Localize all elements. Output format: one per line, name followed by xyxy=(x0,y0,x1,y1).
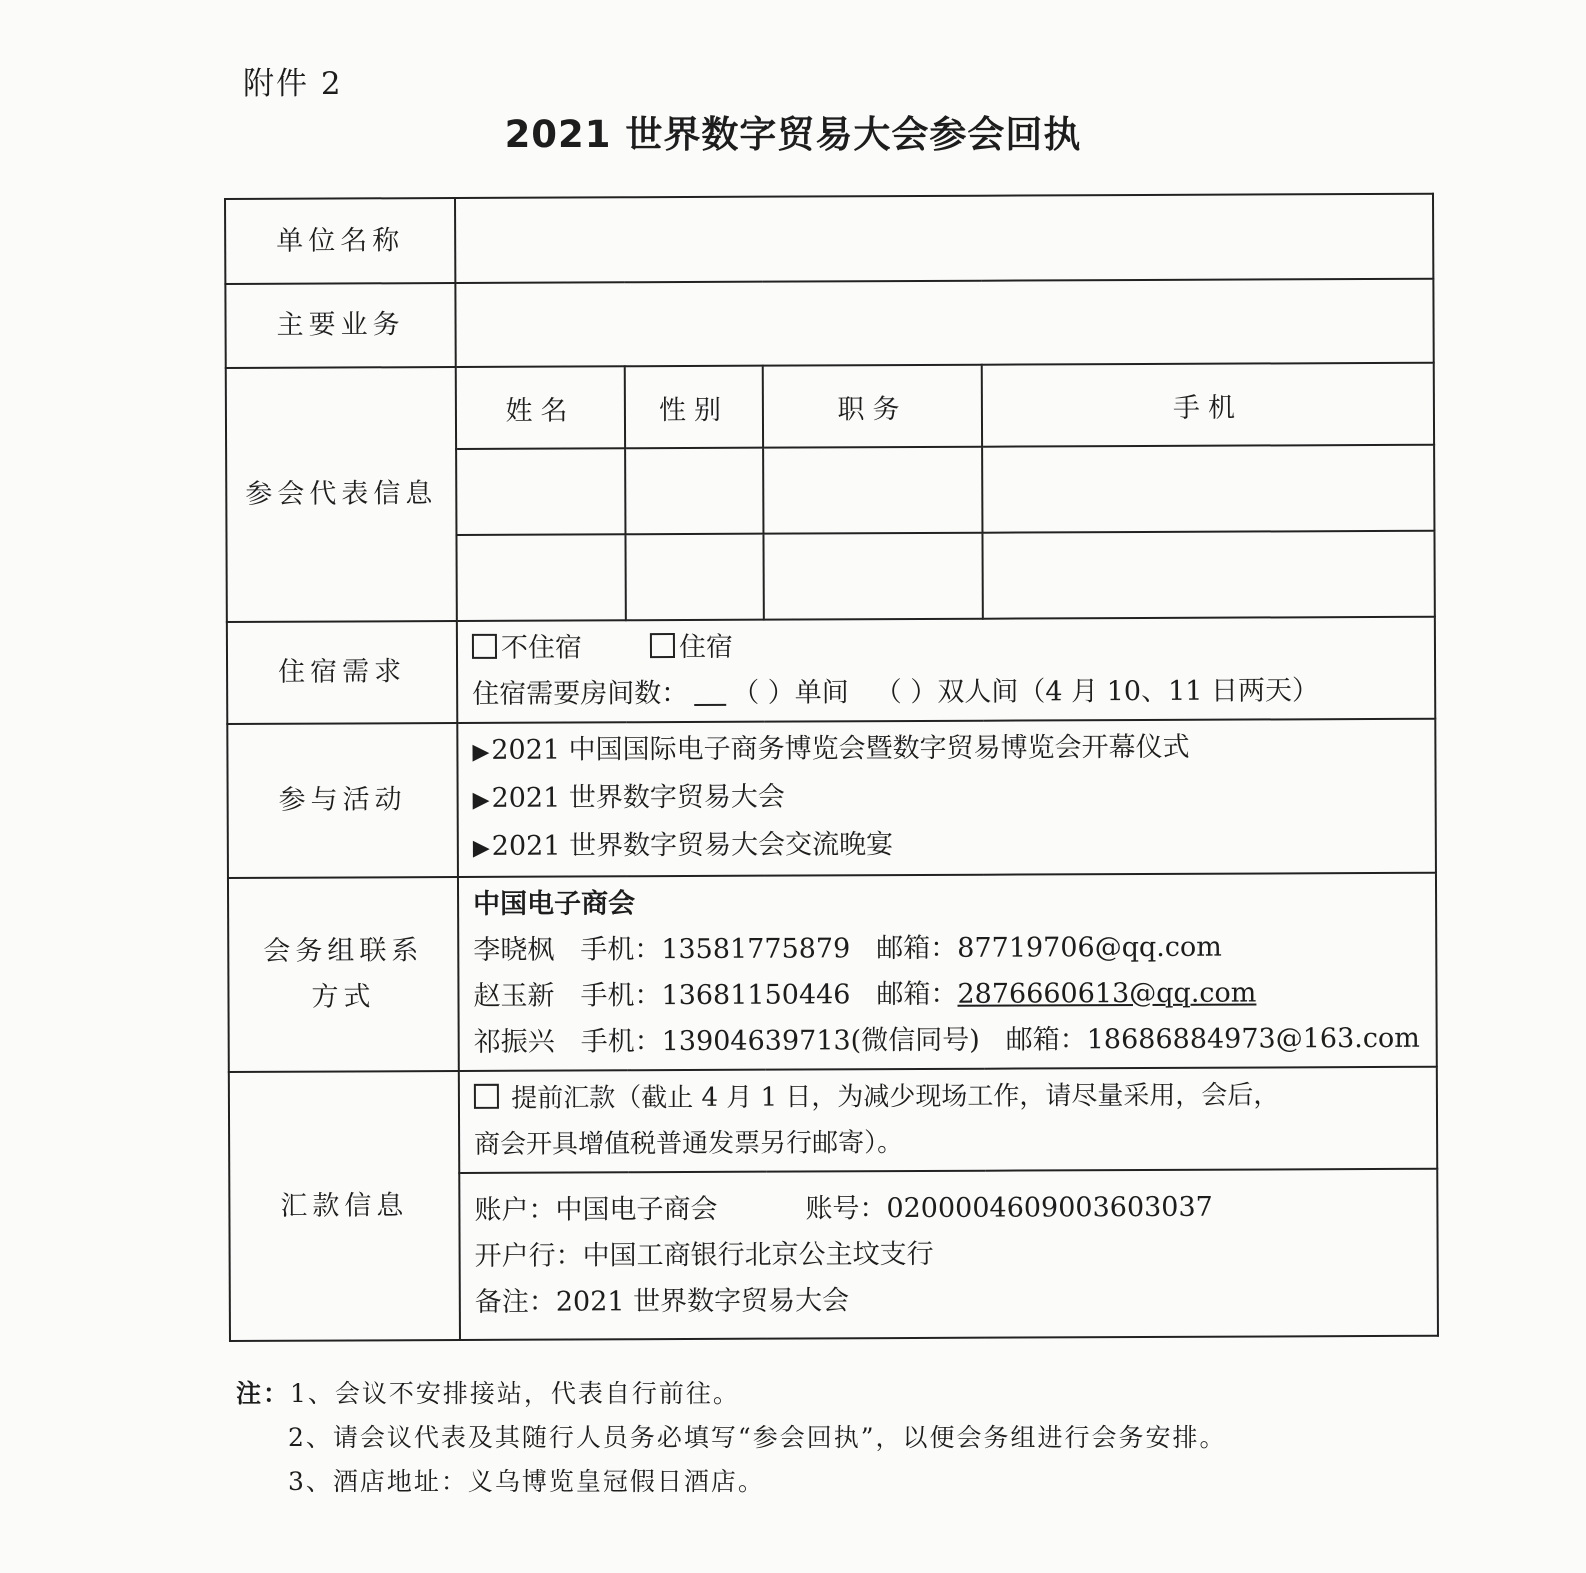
double-room-option: （ ）双人间（4 月 10、11 日两天） xyxy=(874,675,1320,709)
accommodation-cell xyxy=(457,617,1435,723)
unit-name-label: 单位名称 xyxy=(225,198,455,284)
note-item: 2、请会议代表及其随行人员务必填写“参会回执”，以便会务组进行会务安排。 xyxy=(288,1423,1227,1452)
rep-gender-field[interactable] xyxy=(625,534,763,621)
rep-position-field[interactable] xyxy=(763,447,982,534)
rep-mobile-field[interactable] xyxy=(982,531,1434,619)
bank-name: 开户行：中国工商银行北京公主坟支行 xyxy=(474,1238,934,1272)
single-room-option: （ ）单间 xyxy=(732,677,849,709)
contact-label: 会务组联系 方式 xyxy=(228,877,459,1072)
contact-person: 李晓枫 手机：13581775879 邮箱：87719706@qq.com xyxy=(473,931,1222,966)
note-item: 3、酒店地址：义乌博览皇冠假日酒店。 xyxy=(288,1467,765,1496)
activities-label: 参与活动 xyxy=(227,723,458,878)
representatives-label: 参会代表信息 xyxy=(226,367,457,622)
account-number: 账号：0200004609003603037 xyxy=(805,1191,1213,1224)
activity-item: ▶2021 世界数字贸易大会交流晚宴 xyxy=(472,829,894,862)
notes-prefix: 注： xyxy=(236,1379,291,1408)
accommodation-label: 住宿需求 xyxy=(227,621,457,724)
notes xyxy=(236,1372,1226,1504)
attachment-label: 附件 2 xyxy=(243,66,343,102)
triangle-bullet-icon: ▶ xyxy=(472,835,490,861)
email-link[interactable]: 87719706@qq.com xyxy=(957,931,1222,964)
rep-gender-field[interactable] xyxy=(625,448,763,535)
activities-cell xyxy=(457,719,1436,877)
rooms-count-field[interactable] xyxy=(694,682,726,706)
main-business-field[interactable] xyxy=(455,279,1433,367)
payment-remark: 备注：2021 世界数字贸易大会 xyxy=(474,1284,850,1318)
activity-item: ▶2021 世界数字贸易大会 xyxy=(472,781,785,814)
contact-org: 中国电子商会 xyxy=(473,888,636,920)
col-gender-header: 性别 xyxy=(625,366,763,449)
advance-payment-checkbox[interactable] xyxy=(474,1084,499,1109)
rooms-prefix: 住宿需要房间数： xyxy=(472,677,689,710)
stay-label: 住宿 xyxy=(678,631,734,664)
page-title: 2021 世界数字贸易大会参会回执 xyxy=(504,113,1082,156)
email-link[interactable]: 18686884973@163.com xyxy=(1086,1022,1420,1056)
registration-form xyxy=(224,193,1439,1342)
payment-label: 汇款信息 xyxy=(229,1071,460,1341)
contact-cell xyxy=(458,873,1437,1071)
bank-info-cell xyxy=(459,1169,1438,1340)
stay-checkbox[interactable] xyxy=(650,633,675,658)
rep-mobile-field[interactable] xyxy=(982,445,1434,533)
activity-item: ▶2021 中国国际电子商务博览会暨数字贸易博览会开幕仪式 xyxy=(472,731,1190,766)
triangle-bullet-icon: ▶ xyxy=(472,739,490,765)
email-link[interactable]: 2876660613@qq.com xyxy=(957,977,1257,1010)
contact-person: 祁振兴 手机：13904639713(微信同号) 邮箱：18686884973@163.com xyxy=(473,1022,1420,1058)
no-stay-checkbox[interactable] xyxy=(472,634,497,659)
unit-name-field[interactable] xyxy=(455,194,1433,283)
contact-person: 赵玉新 手机：13681150446 邮箱：2876660613@qq.com xyxy=(473,977,1257,1012)
rep-name-field[interactable] xyxy=(456,534,625,621)
col-position-header: 职务 xyxy=(763,365,982,448)
account-name: 账户：中国电子商会 xyxy=(474,1193,718,1226)
rep-name-field[interactable] xyxy=(456,448,625,535)
no-stay-label: 不住宿 xyxy=(500,632,583,664)
triangle-bullet-icon: ▶ xyxy=(472,787,490,813)
rep-position-field[interactable] xyxy=(763,533,982,620)
note-item: 1、会议不安排接站，代表自行前往。 xyxy=(290,1379,740,1408)
col-name-header: 姓名 xyxy=(456,366,625,449)
col-mobile-header: 手机 xyxy=(982,363,1434,447)
main-business-label: 主要业务 xyxy=(225,283,455,368)
advance-payment-cell: 提前汇款（截止 4 月 1 日，为减少现场工作，请尽量采用，会后， 商会开具增值税普通发票另行邮寄）。 xyxy=(459,1067,1437,1173)
